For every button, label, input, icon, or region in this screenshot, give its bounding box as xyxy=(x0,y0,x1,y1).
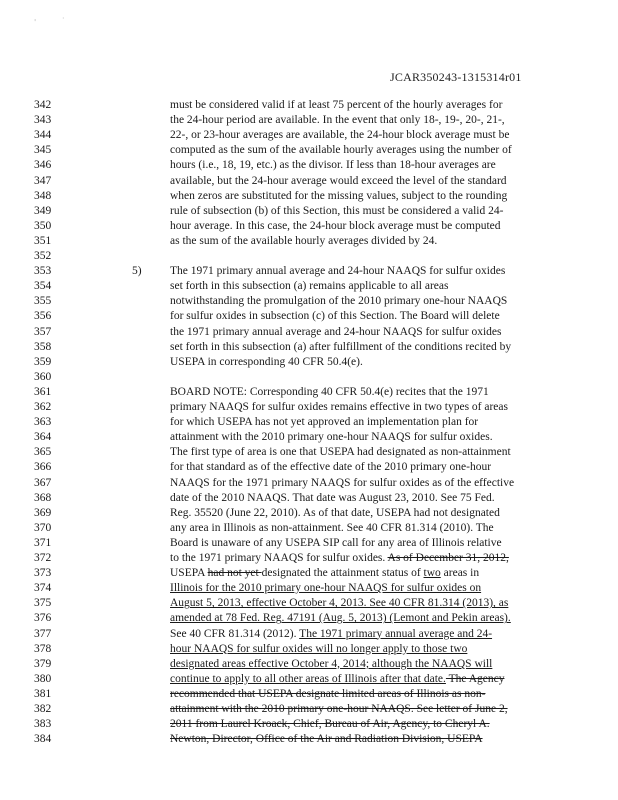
deleted-text: 2011 from Laurel Kroack, Chief, Bureau of Air, Agency, to Cheryl A. xyxy=(170,718,490,731)
line-text xyxy=(170,551,509,565)
line-text xyxy=(170,445,511,459)
line-number: 350 xyxy=(34,219,52,232)
line-text xyxy=(170,460,491,474)
line-number: 371 xyxy=(34,536,52,549)
line-number: 382 xyxy=(34,703,52,715)
line-text xyxy=(170,279,448,293)
text-segment: BOARD NOTE: Corresponding 40 CFR 50.4(e) recites that the 1971 xyxy=(170,385,489,398)
line-text xyxy=(170,702,508,716)
document-line xyxy=(0,657,618,671)
deleted-text: The Agency xyxy=(445,672,505,685)
text-segment: for that standard as of the effective date of the 2010 primary one-hour xyxy=(170,461,492,474)
line-text xyxy=(170,355,363,369)
text-segment: attainment with the 2010 primary one-hour NAAQS for sulfur oxides. xyxy=(170,431,493,444)
text-segment: date of the 2010 NAAQS. That date was August 23, 2010. See 75 Fed. xyxy=(170,491,495,504)
line-text xyxy=(170,717,490,731)
text-segment: Reg. 35520 (June 22, 2010). As of that date, USEPA had not designated xyxy=(170,506,500,519)
text-segment: computed as the sum of the available hourly averages using the number of xyxy=(170,144,512,157)
inserted-text: continue to apply to all other areas of Illinois after that date. xyxy=(170,672,446,685)
text-segment: areas in xyxy=(440,567,480,580)
line-text xyxy=(170,687,485,701)
text-segment: primary NAAQS for sulfur oxides remains effective in two types of areas xyxy=(170,401,508,413)
text-segment: The first type of area is one that USEPA had designated as non-attainment xyxy=(170,446,511,459)
text-segment: the 24-hour period are available. In the event that only 18-, 19-, 20-, 21-, xyxy=(170,114,505,127)
document-line xyxy=(0,204,618,218)
line-number: 374 xyxy=(34,582,52,595)
document-line xyxy=(0,596,618,610)
line-text xyxy=(170,204,503,218)
text-segment: Board is unaware of any USEPA SIP call for any area of Illinois relative xyxy=(170,536,502,549)
line-number: 367 xyxy=(34,476,52,489)
text-segment: hour average. In this case, the 24-hour block average must be computed xyxy=(170,219,501,232)
document-line xyxy=(0,340,618,354)
line-text xyxy=(170,113,505,127)
document-line xyxy=(0,158,618,172)
line-number: 384 xyxy=(34,733,52,746)
document-line xyxy=(0,400,618,414)
line-number: 365 xyxy=(34,446,52,459)
document-line xyxy=(0,189,618,203)
line-text xyxy=(170,400,508,414)
line-number: 353 xyxy=(34,265,52,278)
text-segment: designated the attainment status of xyxy=(261,567,424,580)
text-segment: the 1971 primary annual average and 24-hour NAAQS for sulfur oxides xyxy=(170,325,502,338)
text-segment: notwithstanding the promulgation of the 2010 primary one-hour NAAQS xyxy=(170,295,508,308)
text-segment: USEPA xyxy=(170,567,208,580)
line-number: 358 xyxy=(34,340,52,353)
line-text xyxy=(170,506,500,520)
deleted-text: Newton, Director, Office of the Air and Radiation Division, USEPA xyxy=(170,733,483,746)
line-number: 357 xyxy=(34,325,52,338)
line-number: 352 xyxy=(34,250,52,262)
line-text xyxy=(170,309,500,323)
line-number: 349 xyxy=(34,204,52,217)
line-number: 362 xyxy=(34,401,52,413)
document-line xyxy=(0,672,618,686)
document-line xyxy=(0,581,618,595)
text-segment: The 1971 primary annual average and 24-hour NAAQS for sulfur oxides xyxy=(170,265,506,278)
text-segment: for sulfur oxides in subsection (c) of this Section. The Board will delete xyxy=(170,310,500,323)
line-text xyxy=(170,234,437,248)
line-number: 377 xyxy=(34,627,52,640)
line-number: 378 xyxy=(34,642,52,655)
text-segment: set forth in this subsection (a) remains applicable to all areas xyxy=(170,280,449,293)
deleted-text: As of December 31, 2012, xyxy=(387,552,509,564)
document-line xyxy=(0,415,618,429)
document-line xyxy=(0,325,618,339)
document-line xyxy=(0,717,618,731)
line-text xyxy=(170,611,511,625)
text-segment: must be considered valid if at least 75 percent of the hourly averages for xyxy=(170,99,503,111)
line-text xyxy=(170,294,507,308)
deleted-text: attainment with the 2010 primary one-hour NAAQS. See letter of June 2, xyxy=(170,703,508,715)
text-segment: set forth in this subsection (a) after fulfillment of the conditions recited by xyxy=(170,340,512,353)
document-line xyxy=(0,174,618,188)
document-line xyxy=(0,143,618,157)
text-segment: as the sum of the available hourly averages divided by 24. xyxy=(170,234,438,247)
scan-speck: · xyxy=(62,14,65,23)
line-text xyxy=(170,189,507,203)
line-text xyxy=(170,732,483,746)
line-text xyxy=(170,536,502,550)
document-line xyxy=(0,234,618,248)
text-segment: 22-, or 23-hour averages are available, the 24-hour block average must be xyxy=(170,129,510,142)
inserted-text: amended at 78 Fed. Reg. 47191 (Aug. 5, 2013) (Lemont and Pekin areas). xyxy=(170,612,511,625)
line-number: 356 xyxy=(34,310,52,323)
line-text xyxy=(170,143,512,157)
line-text xyxy=(170,491,495,505)
line-text xyxy=(170,385,489,399)
document-id-header: JCAR350243-1315314r01 xyxy=(390,70,522,84)
document-line xyxy=(0,642,618,656)
text-segment: rule of subsection (b) of this Section, this must be considered a valid 24- xyxy=(170,204,504,217)
line-number: 370 xyxy=(34,521,52,534)
scan-speck: ' xyxy=(34,18,37,27)
inserted-text: Illinois for the 2010 primary one-hour NAAQS for sulfur oxides on xyxy=(170,582,482,595)
document-line xyxy=(0,687,618,701)
document-line xyxy=(0,551,618,565)
document-line xyxy=(0,611,618,625)
line-number: 376 xyxy=(34,612,52,625)
line-number: 366 xyxy=(34,461,52,474)
document-line xyxy=(0,219,618,233)
document-line xyxy=(0,627,618,641)
document-line xyxy=(0,566,618,580)
deleted-text: recommended that USEPA designate limited areas of Illinois as non- xyxy=(170,687,486,700)
line-text xyxy=(170,325,502,339)
line-number: 342 xyxy=(34,99,52,111)
document-line xyxy=(0,702,618,716)
line-number: 360 xyxy=(34,370,52,383)
document-line xyxy=(0,460,618,474)
text-segment: available, but the 24-hour average would exceed the level of the standard xyxy=(170,174,507,187)
document-line xyxy=(0,521,618,535)
line-text xyxy=(170,158,496,172)
line-number: 364 xyxy=(34,431,52,444)
text-segment: to the 1971 primary NAAQS for sulfur oxides. xyxy=(170,552,388,564)
line-text xyxy=(170,627,492,641)
line-number: 361 xyxy=(34,385,52,398)
line-number: 344 xyxy=(34,129,52,142)
document-line xyxy=(0,249,618,263)
document-line xyxy=(0,98,618,112)
text-segment: any area in Illinois as non-attainment. See 40 CFR 81.314 (2010). The xyxy=(170,521,494,534)
document-line xyxy=(0,370,618,384)
line-text xyxy=(170,566,479,580)
line-text xyxy=(170,219,501,233)
line-number: 351 xyxy=(34,234,52,247)
line-text xyxy=(170,430,493,444)
text-segment: See 40 CFR 81.314 (2012). xyxy=(170,627,300,640)
line-text xyxy=(170,521,494,535)
document-line xyxy=(0,113,618,127)
inserted-text: designated areas effective October 4, 2014; although the NAAQS will xyxy=(170,657,493,670)
document-line xyxy=(0,264,618,278)
document-line xyxy=(0,385,618,399)
document-line xyxy=(0,506,618,520)
inserted-text: hour NAAQS for sulfur oxides will no longer apply to those two xyxy=(170,642,468,655)
line-text xyxy=(170,581,481,595)
deleted-text: had not yet xyxy=(207,567,262,580)
text-segment: USEPA in corresponding 40 CFR 50.4(e). xyxy=(170,355,363,368)
line-text xyxy=(170,672,504,686)
line-number: 375 xyxy=(34,597,52,610)
line-number: 347 xyxy=(34,174,52,187)
line-number: 363 xyxy=(34,416,52,429)
text-segment: when zeros are substituted for the missing values, subject to the rounding xyxy=(170,189,508,202)
document-line xyxy=(0,294,618,308)
text-segment: hours (i.e., 18, 19, etc.) as the divisor. If less than 18-hour averages are xyxy=(170,159,496,172)
line-number: 383 xyxy=(34,718,52,731)
line-number: 368 xyxy=(34,491,52,504)
line-number: 373 xyxy=(34,567,52,580)
line-number: 381 xyxy=(34,687,52,700)
line-number: 354 xyxy=(34,280,52,293)
line-number: 380 xyxy=(34,672,52,685)
document-line xyxy=(0,279,618,293)
text-segment: NAAQS for the 1971 primary NAAQS for sulfur oxides as of the effective xyxy=(170,476,515,489)
document-line xyxy=(0,430,618,444)
line-text xyxy=(170,264,505,278)
line-text xyxy=(170,340,511,354)
line-number: 355 xyxy=(34,295,52,308)
line-text xyxy=(170,174,507,188)
line-text xyxy=(170,657,492,671)
line-text xyxy=(170,476,514,490)
document-line xyxy=(0,491,618,505)
line-text xyxy=(170,642,467,656)
document-line xyxy=(0,476,618,490)
inserted-text: The 1971 primary annual average and 24- xyxy=(299,627,493,640)
document-line xyxy=(0,128,618,142)
line-text xyxy=(170,128,509,142)
line-number: 359 xyxy=(34,355,52,368)
line-text xyxy=(170,98,502,112)
line-number: 379 xyxy=(34,657,52,670)
document-line xyxy=(0,445,618,459)
line-text xyxy=(170,415,478,429)
text-segment: for which USEPA has not yet approved an implementation plan for xyxy=(170,416,479,429)
document-line xyxy=(0,309,618,323)
inserted-text: two xyxy=(423,567,441,580)
document-line xyxy=(0,732,618,746)
line-number: 369 xyxy=(34,506,52,519)
line-number: 348 xyxy=(34,189,52,202)
line-number: 343 xyxy=(34,114,52,127)
inserted-text: August 5, 2013, effective October 4, 2013. See 40 CFR 81.314 (2013), as xyxy=(170,597,509,610)
document-line xyxy=(0,355,618,369)
line-number: 346 xyxy=(34,159,52,172)
subsection-label: 5) xyxy=(132,265,142,278)
line-text xyxy=(170,596,508,610)
document-line xyxy=(0,536,618,550)
line-number: 372 xyxy=(34,552,52,564)
line-number: 345 xyxy=(34,144,52,157)
